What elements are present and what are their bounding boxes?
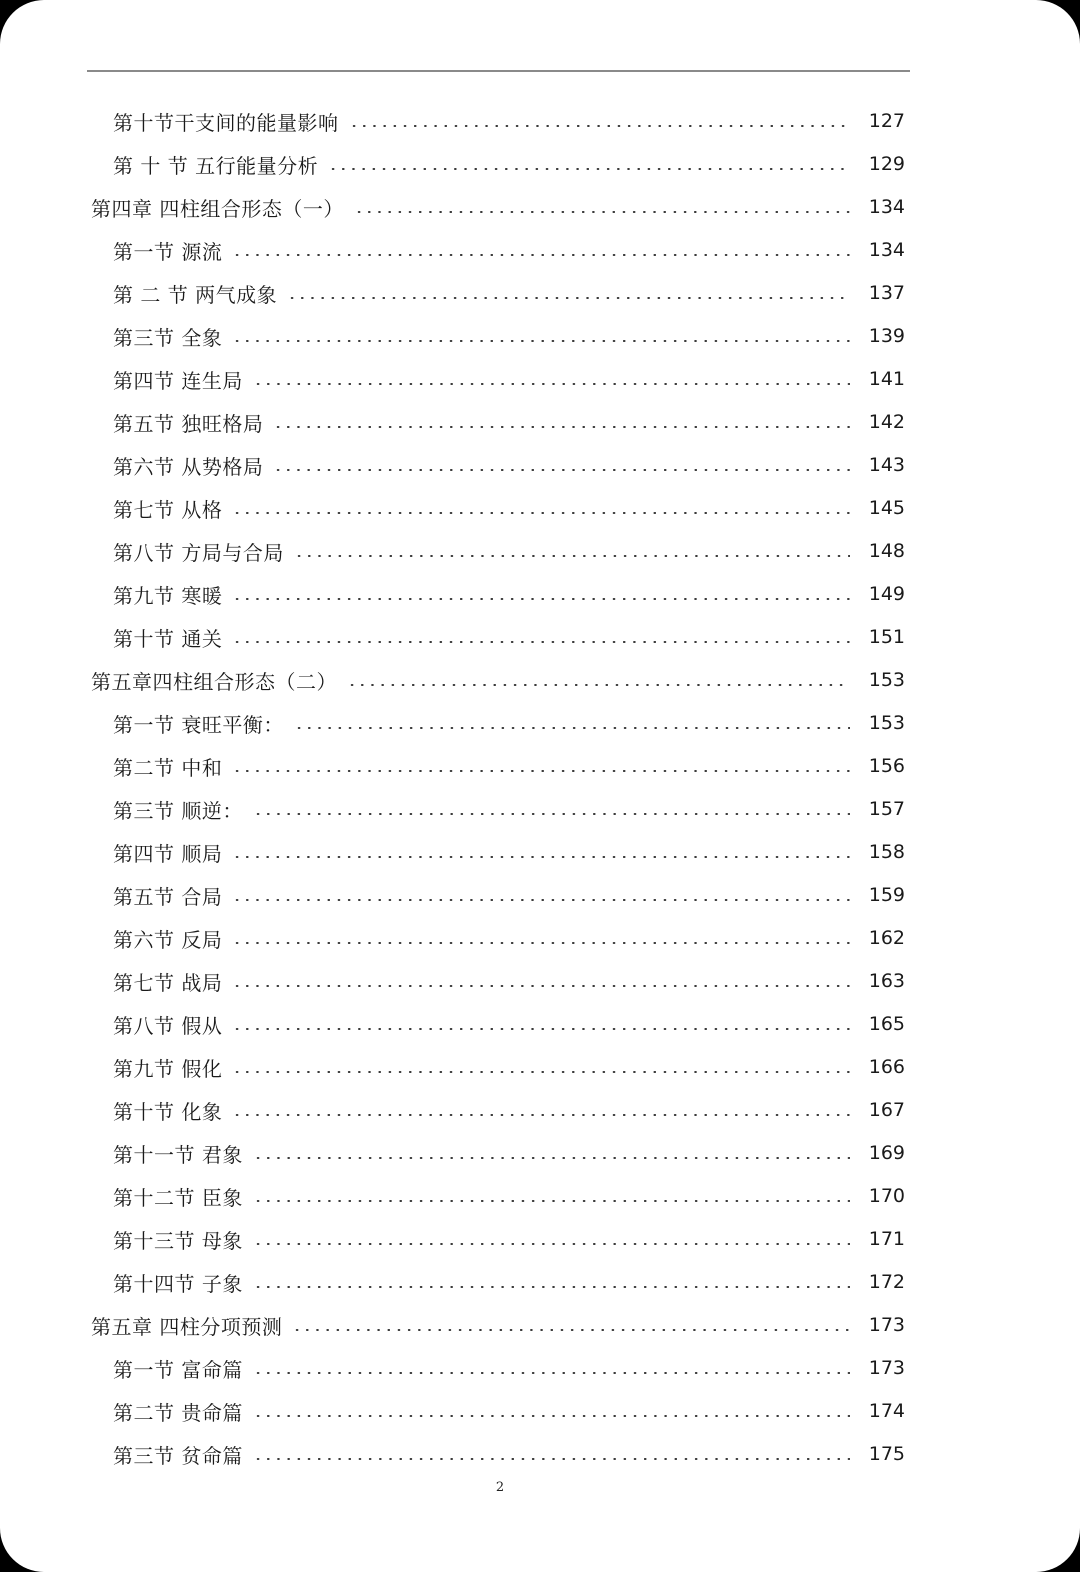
toc-entry-page-number: 167	[868, 1099, 905, 1121]
toc-entry-page-number: 145	[868, 497, 905, 519]
toc-entry-page-number: 153	[868, 712, 905, 734]
toc-entry-title: 第八节 假从	[113, 1014, 223, 1038]
dot-leader	[253, 1286, 850, 1288]
toc-section-entry[interactable]	[0, 444, 1080, 487]
dot-leader	[232, 856, 850, 858]
dot-leader	[253, 1200, 850, 1202]
toc-entry-title: 第二节 中和	[113, 756, 223, 780]
toc-section-entry[interactable]	[0, 1390, 1080, 1433]
toc-entry-title: 第五节 独旺格局	[113, 412, 264, 436]
dot-leader	[287, 297, 850, 299]
toc-entry-title: 第二节 贵命篇	[113, 1401, 243, 1425]
dot-leader	[253, 1157, 850, 1159]
toc-entry-page-number: 148	[868, 540, 905, 562]
toc-entry-title: 第九节 寒暖	[113, 584, 223, 608]
toc-chapter-entry[interactable]	[0, 186, 1080, 229]
dot-leader	[294, 555, 850, 557]
toc-entry-page-number: 143	[868, 454, 905, 476]
toc-entry-page-number: 151	[868, 626, 905, 648]
dot-leader	[253, 383, 850, 385]
dot-leader	[253, 1243, 850, 1245]
dot-leader	[232, 598, 850, 600]
toc-entry-page-number: 158	[868, 841, 905, 863]
toc-section-entry[interactable]	[0, 702, 1080, 745]
toc-entry-page-number: 166	[868, 1056, 905, 1078]
toc-section-entry[interactable]	[0, 1089, 1080, 1132]
toc-entry-title: 第九节 假化	[113, 1057, 223, 1081]
toc-entry-title: 第十四节 子象	[113, 1272, 243, 1296]
toc-section-entry[interactable]	[0, 315, 1080, 358]
toc-section-entry[interactable]	[0, 745, 1080, 788]
toc-entry-page-number: 139	[868, 325, 905, 347]
dot-leader	[232, 1114, 850, 1116]
dot-leader	[232, 899, 850, 901]
toc-section-entry[interactable]	[0, 530, 1080, 573]
toc-entry-title: 第 二 节 两气成象	[113, 283, 278, 307]
toc-section-entry[interactable]	[0, 1132, 1080, 1175]
dot-leader	[253, 1415, 850, 1417]
toc-entry-page-number: 171	[868, 1228, 905, 1250]
dot-leader	[232, 1028, 850, 1030]
toc-entry-title: 第十节 化象	[113, 1100, 223, 1124]
toc-entry-title: 第六节 反局	[113, 928, 223, 952]
toc-entry-title: 第三节 顺逆：	[113, 799, 243, 823]
toc-section-entry[interactable]	[0, 1003, 1080, 1046]
toc-entry-page-number: 156	[868, 755, 905, 777]
toc-entry-page-number: 134	[868, 196, 905, 218]
toc-entry-title: 第五章四柱组合形态（二）	[91, 670, 337, 694]
toc-section-entry[interactable]	[0, 401, 1080, 444]
toc-entry-page-number: 157	[868, 798, 905, 820]
toc-entry-page-number: 163	[868, 970, 905, 992]
toc-entry-title: 第三节 全象	[113, 326, 223, 350]
toc-section-entry[interactable]	[0, 272, 1080, 315]
toc-entry-page-number: 169	[868, 1142, 905, 1164]
toc-entry-page-number: 173	[868, 1357, 905, 1379]
toc-entry-page-number: 174	[868, 1400, 905, 1422]
toc-entry-page-number: 127	[868, 110, 905, 132]
toc-entry-title: 第一节 富命篇	[113, 1358, 243, 1382]
dot-leader	[232, 1071, 850, 1073]
toc-section-entry[interactable]	[0, 917, 1080, 960]
toc-entry-title: 第一节 衰旺平衡：	[113, 713, 284, 737]
table-of-contents	[0, 100, 1080, 1476]
toc-entry-title: 第四节 顺局	[113, 842, 223, 866]
toc-section-entry[interactable]	[0, 573, 1080, 616]
dot-leader	[232, 770, 850, 772]
toc-chapter-entry[interactable]	[0, 659, 1080, 702]
toc-section-entry[interactable]	[0, 788, 1080, 831]
toc-entry-title: 第四章 四柱组合形态（一）	[91, 197, 344, 221]
dot-leader	[232, 254, 850, 256]
toc-section-entry[interactable]	[0, 1218, 1080, 1261]
dot-leader	[294, 727, 850, 729]
toc-entry-page-number: 134	[868, 239, 905, 261]
toc-section-entry[interactable]	[0, 1261, 1080, 1304]
toc-entry-page-number: 162	[868, 927, 905, 949]
toc-section-entry[interactable]	[0, 1347, 1080, 1390]
toc-entry-page-number: 170	[868, 1185, 905, 1207]
toc-entry-page-number: 129	[868, 153, 905, 175]
dot-leader	[273, 426, 850, 428]
toc-entry-page-number: 165	[868, 1013, 905, 1035]
header-rule	[87, 70, 910, 72]
toc-section-entry[interactable]	[0, 616, 1080, 659]
toc-section-entry[interactable]	[0, 1046, 1080, 1089]
toc-entry-title: 第十节 通关	[113, 627, 223, 651]
page-number-footer: 2	[495, 1480, 505, 1495]
toc-section-entry[interactable]	[0, 358, 1080, 401]
toc-entry-title: 第三节 贫命篇	[113, 1444, 243, 1468]
toc-section-entry[interactable]	[0, 487, 1080, 530]
dot-leader	[253, 1372, 850, 1374]
dot-leader	[354, 211, 850, 213]
dot-leader	[232, 512, 850, 514]
toc-entry-page-number: 159	[868, 884, 905, 906]
toc-entry-title: 第十节干支间的能量影响	[113, 111, 339, 135]
toc-section-entry[interactable]	[0, 1175, 1080, 1218]
toc-entry-title: 第七节 战局	[113, 971, 223, 995]
toc-section-entry[interactable]	[0, 960, 1080, 1003]
toc-entry-title: 第八节 方局与合局	[113, 541, 284, 565]
dot-leader	[349, 125, 851, 127]
toc-entry-title: 第四节 连生局	[113, 369, 243, 393]
toc-entry-title: 第十二节 臣象	[113, 1186, 243, 1210]
toc-entry-page-number: 142	[868, 411, 905, 433]
toc-entry-title: 第五节 合局	[113, 885, 223, 909]
toc-section-entry[interactable]	[0, 874, 1080, 917]
toc-entry-title: 第十三节 母象	[113, 1229, 243, 1253]
toc-entry-title: 第 十 节 五行能量分析	[113, 154, 319, 178]
toc-section-entry[interactable]	[0, 143, 1080, 186]
toc-entry-page-number: 172	[868, 1271, 905, 1293]
toc-entry-title: 第七节 从格	[113, 498, 223, 522]
toc-section-entry[interactable]	[0, 831, 1080, 874]
dot-leader	[232, 985, 850, 987]
dot-leader	[273, 469, 850, 471]
toc-entry-title: 第十一节 君象	[113, 1143, 243, 1167]
toc-entry-page-number: 137	[868, 282, 905, 304]
dot-leader	[328, 168, 850, 170]
dot-leader	[292, 1329, 850, 1331]
dot-leader	[232, 942, 850, 944]
toc-entry-page-number: 149	[868, 583, 905, 605]
dot-leader	[232, 340, 850, 342]
toc-section-entry[interactable]	[0, 1433, 1080, 1476]
dot-leader	[232, 641, 850, 643]
toc-entry-title: 第六节 从势格局	[113, 455, 264, 479]
toc-entry-page-number: 141	[868, 368, 905, 390]
toc-entry-title: 第五章 四柱分项预测	[91, 1315, 283, 1339]
toc-chapter-entry[interactable]	[0, 1304, 1080, 1347]
toc-entry-page-number: 175	[868, 1443, 905, 1465]
toc-entry-page-number: 173	[868, 1314, 905, 1336]
toc-section-entry[interactable]	[0, 100, 1080, 143]
dot-leader	[253, 813, 850, 815]
toc-entry-page-number: 153	[868, 669, 905, 691]
toc-entry-title: 第一节 源流	[113, 240, 223, 264]
toc-section-entry[interactable]	[0, 229, 1080, 272]
dot-leader	[347, 684, 850, 686]
dot-leader	[253, 1458, 850, 1460]
